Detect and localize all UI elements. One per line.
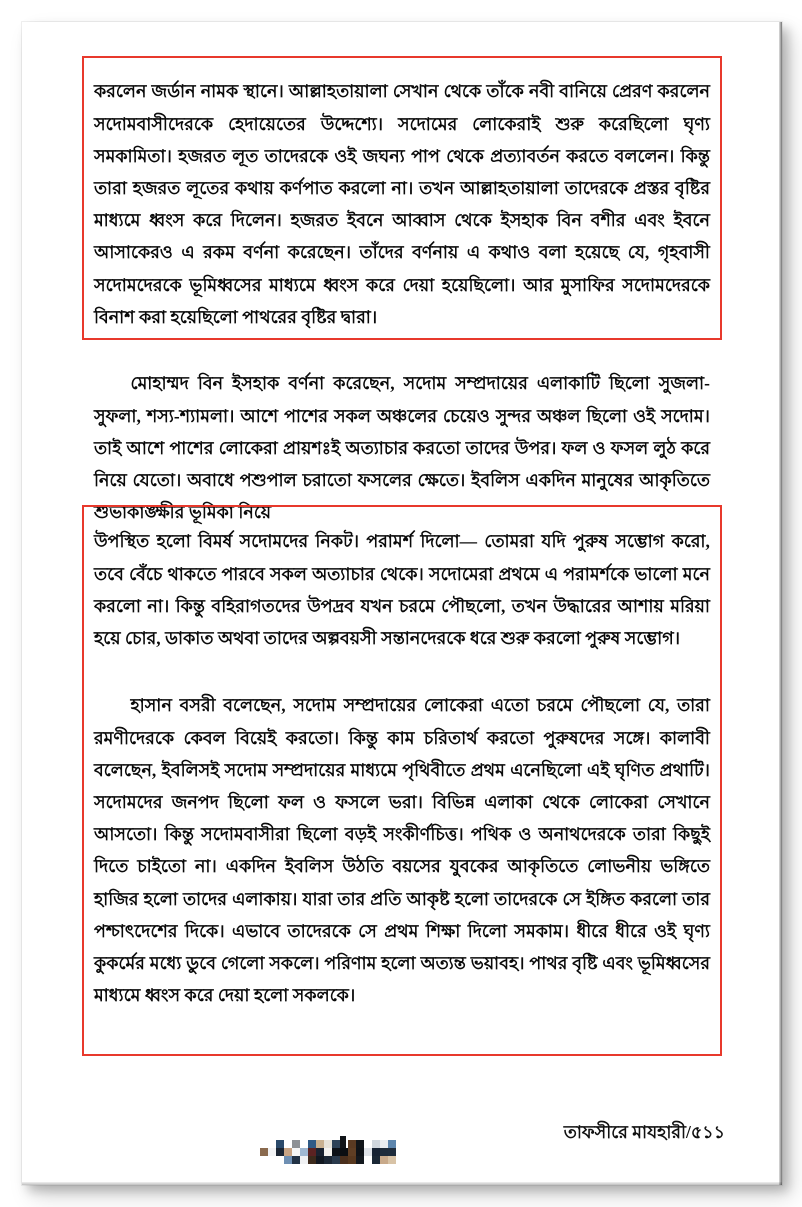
page-edge-right [779,22,782,1185]
body-paragraph-2: মোহাম্মদ বিন ইসহাক বর্ণনা করেছেন, সদোম সম্প্রদায়ের এলাকাটি ছিলো সুজলা-সুফলা, শস্য-শ্যামলা। আশে পাশের সকল অঞ্চলের চেয়েও সুন্দর অঞ্চল ছিলো ওই সদোম। তাই আশে পাশের লোকেরা প্রায়শঃই অত্যাচার করতো তাদের উপর। ফল ও ফসল লুঠ করে নিয়ে যেতো। অবাধে পশুপাল চরাতো ফসলের ক্ষেতে। ইবলিস একদিন মানুষের আকৃতিতে শুভাকাঙ্ক্ষীর ভূমিকা নিয়ে [94,373,710,523]
page-edge-bottom [22,1182,782,1185]
page-content-area [22,22,782,1185]
pixelated-censored-image [260,1140,396,1170]
document-page [22,22,782,1185]
body-paragraph-4: হাসান বসরী বলেছেন, সদোম সম্প্রদায়ের লোকেরা এতো চরমে পৌছলো যে, তারা রমণীদেরকে কেবল বিয়েই করতো। কিন্তু কাম চরিতার্থ করতো পুরুষদের সঙ্গে। কালাবী বলেছেন, ইবলিসই সদোম সম্প্রদায়ের মাধ্যমে পৃথিবীতে প্রথম এনেছিলো এই ঘৃণিত প্রথাটি। সদোমদের জনপদ ছিলো ফল ও ফসলে ভরা। বিভিন্ন এলাকা থেকে লোকেরা সেখানে আসতো। কিন্তু সদোমবাসীরা ছিলো বড়ই সংকীর্ণচিত্ত। পথিক ও অনাথদেরকে তারা কিছুই দিতে চাইতো না। একদিন ইবলিস উঠতি বয়সের যুবকের আকৃতিতে লোভনীয় ভঙ্গিতে হাজির হলো তাদের এলাকায়। যারা তার প্রতি আকৃষ্ট হলো তাদেরকে সে ইঙ্গিত করলো তার পশ্চাৎদেশের দিকে। এভাবে তাদেরকে সে প্রথম শিক্ষা দিলো সমকাম। ধীরে ধীরে ওই ঘৃণ্য কুকর্মের মধ্যে ডুবে গেলো সকলে। পরিণাম হলো অত্যন্ত ভয়াবহ। পাথর বৃষ্টি এবং ভূমিধ্বসের মাধ্যমে ধ্বংস করে দেয়া হলো সকলকে। [94,695,710,1006]
body-paragraph-3: উপস্থিত হলো বিমর্ষ সদোমদের নিকট। পরামর্শ দিলো— তোমরা যদি পুরুষ সম্ভোগ করো, তবে বেঁচে থাকতে পারবে সকল অত্যাচার থেকে। সদোমেরা প্রথমে এ পরামর্শকে ভালো মনে করলো না। কিন্তু বহিরাগতদের উপদ্রব যখন চরমে পৌছলো, তখন উদ্ধারের আশায় মরিয়া হয়ে চোর, ডাকাত অথবা তাদের অল্পবয়সী সন্তানদেরকে ধরে শুরু করলো পুরুষ সম্ভোগ। [94,531,710,648]
page-footer [22,1120,782,1180]
footer-page-reference: তাফসীরে মাযহারী/৫১১ [563,1122,725,1142]
body-paragraph-1: করলেন জর্ডান নামক স্থানে। আল্লাহতায়ালা সেখান থেকে তাঁকে নবী বানিয়ে প্রেরণ করলেন সদোমবাসীদেরকে হেদায়েতের উদ্দেশ্যে। সদোমের লোকেরাই শুরু করেছিলো ঘৃণ্য সমকামিতা। হজরত লূত তাদেরকে ওই জঘন্য পাপ থেকে প্রত্যাবর্তন করতে বললেন। কিন্তু তারা হজরত লূতের কথায় কর্ণপাত করলো না। তখন আল্লাহতায়ালা তাদেরকে প্রস্তর বৃষ্টির মাধ্যমে ধ্বংস করে দিলেন। হজরত ইবনে আব্বাস থেকে ইসহাক বিন বশীর এবং ইবনে আসাকেরও এ রকম বর্ণনা করেছেন। তাঁদের বর্ণনায় এ কথাও বলা হয়েছে যে, গৃহবাসী সদোমদেরকে ভূমিধ্বসের মাধ্যমে ধ্বংস করে দেয়া হয়েছিলো। আর মুসাফির সদোমদেরকে বিনাশ করা হয়েছিলো পাথরের বৃষ্টির দ্বারা। [94,81,710,327]
